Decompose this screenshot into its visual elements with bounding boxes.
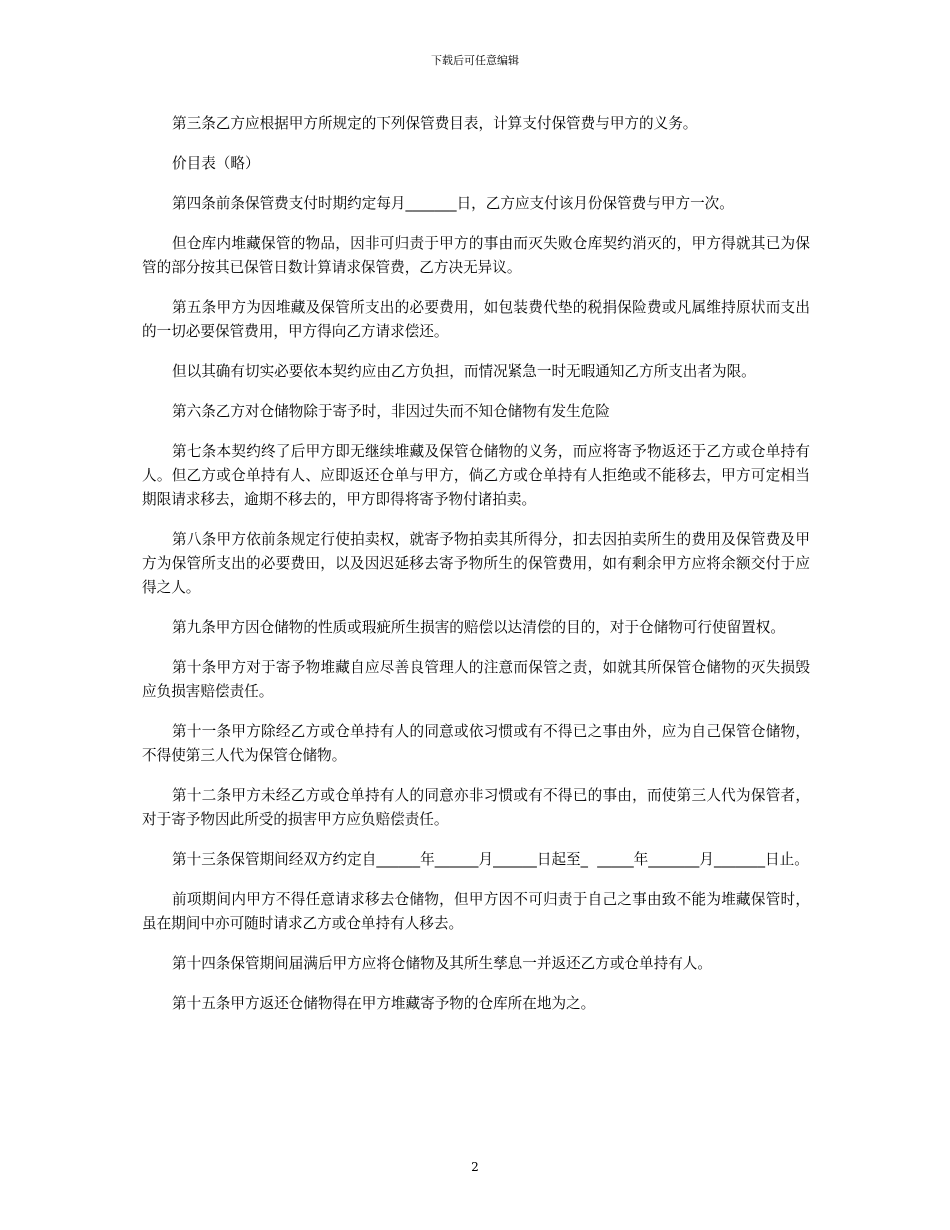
page-number: 2 xyxy=(471,1160,479,1174)
clause-14-paragraph: 第十四条保管期间届满后甲方应将仓储物及其所生孳息一并返还乙方或仓单持有人。 xyxy=(172,955,712,972)
clause-13-paragraph: 第十三条保管期间经双方约定自______年______月______日起至_ _____年_______月_______日止。 xyxy=(172,851,809,868)
clause-9-paragraph: 第九条甲方因仓储物的性质或瑕疵所生损害的赔偿以达清偿的目的，对于仓储物可行使留置权。 xyxy=(172,619,785,636)
clause-6-paragraph: 第六条乙方对仓储物除于寄予时，非因过失而不知仓储物有发生危险 xyxy=(172,403,610,420)
clause-7-paragraph: 第七条本契约终了后甲方即无继续堆藏及保管仓储物的义务，而应将寄予物返还于乙方或仓单持有人。但乙方或仓单持有人、应即返还仓单与甲方，倘乙方或仓单持有人拒绝或不能移去，甲方可定相当期限请求移去，逾期不移去的，甲方即得将寄予物付诸拍卖。 xyxy=(142,443,810,508)
clause-4-proviso-paragraph: 但仓库内堆藏保管的物品，因非可归责于甲方的事由而灭失败仓库契约消灭的，甲方得就其已为保管的部分按其已保管日数计算请求保管费，乙方决无异议。 xyxy=(142,235,810,276)
clause-15-paragraph: 第十五条甲方返还仓储物得在甲方堆藏寄予物的仓库所在地为之。 xyxy=(172,995,596,1012)
clause-12-paragraph: 第十二条甲方未经乙方或仓单持有人的同意亦非习惯或有不得已的事由，而使第三人代为保管者，对于寄予物因此所受的损害甲方应负赔偿责任。 xyxy=(142,787,810,828)
clause-11-paragraph: 第十一条甲方除经乙方或仓单持有人的同意或依习惯或有不得已之事由外，应为自己保管仓储物，不得使第三人代为保管仓储物。 xyxy=(142,723,810,764)
clause-13-proviso-paragraph: 前项期间内甲方不得任意请求移去仓储物，但甲方因不可归责于自己之事由致不能为堆藏保管时，虽在期间中亦可随时请求乙方或仓单持有人移去。 xyxy=(142,891,810,932)
clause-5-proviso-paragraph: 但以其确有切实必要依本契约应由乙方负担，而情况紧急一时无暇通知乙方所支出者为限。 xyxy=(172,363,756,380)
clause-5-paragraph: 第五条甲方为因堆藏及保管所支出的必要费用，如包装费代垫的税捐保险费或凡属维持原状而支出的一切必要保管费用，甲方得向乙方请求偿还。 xyxy=(142,299,810,340)
clause-10-paragraph: 第十条甲方对于寄予物堆藏自应尽善良管理人的注意而保管之责，如就其所保管仓储物的灭失损毁应负损害赔偿责任。 xyxy=(142,659,810,700)
clause-3-paragraph: 第三条乙方应根据甲方所规定的下列保管费目表，计算支付保管费与甲方的义务。 xyxy=(172,115,698,132)
price-list-paragraph: 价目表（略） xyxy=(172,155,260,172)
clause-4-paragraph: 第四条前条保管费支付时期约定每月_______日，乙方应支付该月份保管费与甲方一次。 xyxy=(172,195,734,212)
page-header: 下载后可任意编辑 xyxy=(431,54,519,67)
document-body xyxy=(142,112,810,1032)
clause-8-paragraph: 第八条甲方依前条规定行使拍卖权，就寄予物拍卖其所得分，扣去因拍卖所生的费用及保管费及甲方为保管所支出的必要费田，以及因迟延移去寄予物所生的保管费用，如有剩余甲方应将余额交付于应得之人。 xyxy=(142,531,810,596)
